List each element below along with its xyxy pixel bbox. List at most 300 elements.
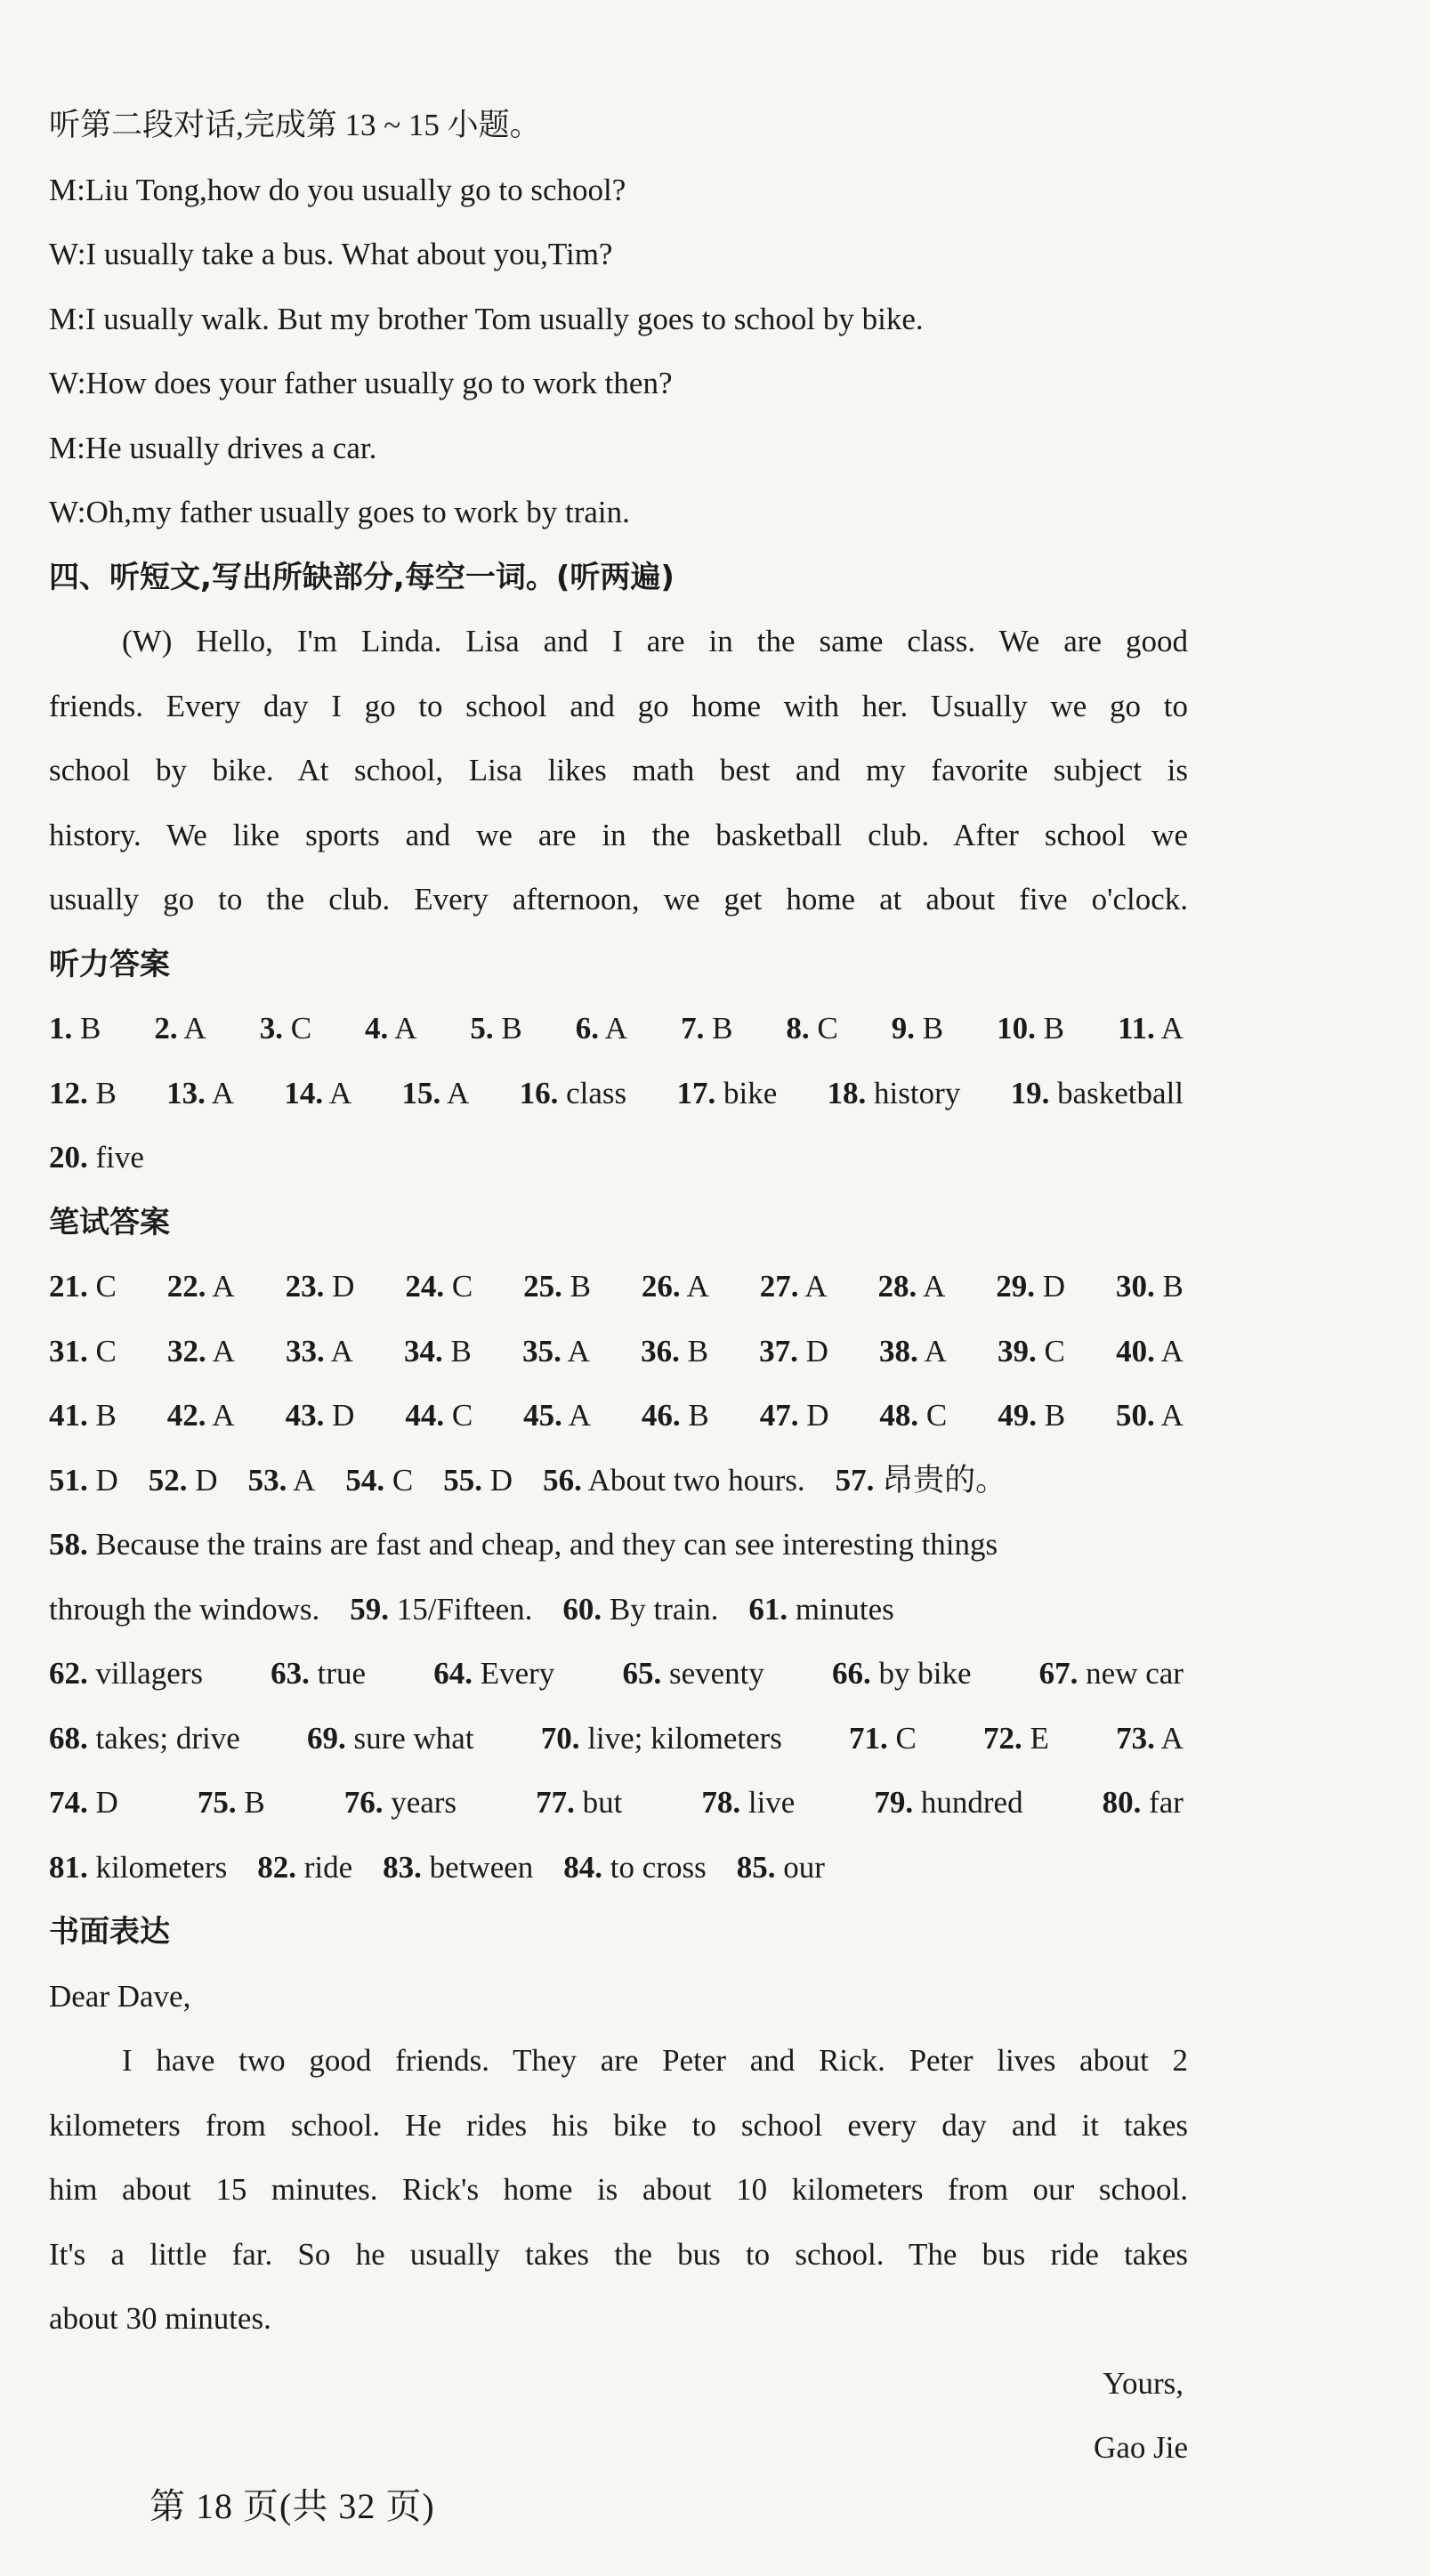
answer-number: 10. [997, 1011, 1036, 1046]
answer-number: 22. [166, 1269, 206, 1304]
passage-line: usually go to the club. Every afternoon, we get home at about five o'clock. [49, 882, 1188, 917]
answer-number: 4. [365, 1011, 389, 1046]
answer-value: far [1149, 1785, 1184, 1820]
answer-row [49, 1126, 1184, 1191]
answer-value: C [95, 1333, 117, 1369]
answer-value: our [783, 1849, 825, 1885]
answer-value: live; kilometers [587, 1720, 782, 1756]
answer-number: 46. [641, 1398, 681, 1433]
answer-number: 45. [523, 1398, 562, 1433]
answer-number: 40. [1116, 1333, 1155, 1369]
answer-value: B [1044, 1398, 1066, 1433]
answer-item [760, 1384, 829, 1449]
answer-number: 68. [49, 1720, 88, 1756]
answer-item [1039, 1642, 1184, 1707]
answer-item [892, 997, 943, 1062]
answer-number: 37. [759, 1333, 798, 1369]
answer-item [383, 1836, 533, 1901]
answer-item [345, 1449, 413, 1514]
answer-item [284, 1062, 351, 1126]
answer-value: D [332, 1398, 355, 1433]
answer-value: B [95, 1075, 117, 1110]
answer-number: 31. [49, 1333, 88, 1369]
answer-row [49, 1449, 1184, 1514]
answer-value: C [95, 1269, 117, 1304]
answer-number: 72. [983, 1720, 1022, 1756]
answer-value: A [568, 1398, 591, 1433]
answer-value: by bike [878, 1656, 972, 1691]
letter-line: kilometers from school. He rides his bike to school every day and it takes [49, 2107, 1188, 2143]
answer-value: By train. [609, 1591, 719, 1627]
answer-item [676, 1062, 777, 1126]
answer-item [522, 1320, 590, 1385]
answer-number: 34. [404, 1333, 443, 1369]
answer-item [879, 1320, 947, 1385]
answer-number: 70. [540, 1720, 580, 1756]
answer-number: 55. [443, 1462, 483, 1498]
answer-value: A [923, 1269, 946, 1304]
answer-number: 71. [849, 1720, 888, 1756]
answer-item [286, 1320, 353, 1385]
answer-value: C [817, 1011, 838, 1046]
answer-number: 20. [49, 1140, 88, 1175]
answer-number: 81. [49, 1849, 88, 1885]
answer-item [874, 1771, 1022, 1836]
answer-value: C [1044, 1333, 1065, 1369]
answer-value: B [687, 1333, 708, 1369]
answer-item [832, 1642, 972, 1707]
answer-value: true [317, 1656, 367, 1691]
answer-item [470, 997, 521, 1062]
answer-number: 19. [1010, 1075, 1050, 1110]
answer-value: D [805, 1333, 828, 1369]
answer-item [365, 997, 416, 1062]
answer-number: 56. [543, 1462, 582, 1498]
answer-item [248, 1449, 316, 1514]
answer-item [350, 1578, 532, 1643]
answer-number: 2. [154, 1011, 178, 1046]
answer-number: 41. [49, 1398, 88, 1433]
answer-value: B [244, 1785, 265, 1820]
answer-value: C [451, 1398, 473, 1433]
answer-value: A [1160, 1011, 1184, 1046]
section-intro: 听第二段对话,完成第 13 ~ 15 小题。 [49, 108, 541, 142]
answer-value: class [566, 1075, 627, 1110]
answer-value: D [95, 1785, 118, 1820]
answer-item [286, 1255, 355, 1320]
answer-row [49, 1255, 1184, 1320]
answer-value: A [394, 1011, 417, 1046]
answer-number: 15. [401, 1075, 441, 1110]
answer-number: 17. [676, 1075, 716, 1110]
answer-number: 30. [1116, 1269, 1155, 1304]
answer-item [642, 1255, 709, 1320]
answer-number: 78. [701, 1785, 741, 1820]
answer-number: 27. [759, 1269, 799, 1304]
answer-item [759, 1320, 828, 1385]
answer-number: 49. [998, 1398, 1037, 1433]
answer-value: ride [303, 1849, 353, 1885]
answer-value: sure what [353, 1720, 474, 1756]
answer-number: 75. [197, 1785, 237, 1820]
answer-number: 69. [306, 1720, 346, 1756]
answer-row [49, 1578, 1184, 1643]
answer-item [405, 1384, 473, 1449]
answer-item [1103, 1771, 1184, 1836]
answer-item [641, 1320, 708, 1385]
answer-item [520, 1062, 627, 1126]
answer-number: 35. [522, 1333, 561, 1369]
answer-value: B [1162, 1269, 1184, 1304]
part4-heading: 四、听短文,写出所缺部分,每空一词。(听两遍) [49, 559, 675, 595]
answer-item [523, 1255, 591, 1320]
answer-number: 6. [575, 1011, 599, 1046]
answer-item [998, 1384, 1065, 1449]
answer-number: 83. [383, 1849, 422, 1885]
answer-item [49, 1836, 227, 1901]
answer-value: A [567, 1333, 590, 1369]
answer-item [878, 1255, 946, 1320]
answer-number: 51. [49, 1462, 88, 1498]
answer-item [562, 1578, 718, 1643]
answer-value: About two hours. [587, 1462, 805, 1498]
answer-value: A [804, 1269, 828, 1304]
answer-number: 77. [536, 1785, 575, 1820]
answer-value: kilometers [95, 1849, 228, 1885]
answer-value: between [429, 1849, 534, 1885]
answer-item [996, 1255, 1065, 1320]
answer-number: 84. [563, 1849, 603, 1885]
answer-value: A [293, 1462, 316, 1498]
answer-row [49, 1707, 1184, 1772]
letter-closing: Yours, [1103, 2365, 1184, 2401]
answer-value: C [290, 1011, 312, 1046]
letter-line: about 30 minutes. [49, 2301, 271, 2336]
passage-line: friends. Every day I go to school and go home with her. Usually we go to [49, 688, 1188, 723]
answer-row [49, 1384, 1184, 1449]
answer-value: A [447, 1075, 470, 1110]
answer-value: A [212, 1269, 235, 1304]
answer-number: 59. [350, 1591, 390, 1627]
answer-item [49, 1126, 144, 1191]
answer-row [49, 1513, 1184, 1578]
dialogue-line: M:He usually drives a car. [49, 430, 377, 465]
answer-page [49, 93, 1188, 2481]
answer-item [879, 1384, 947, 1449]
answer-value: B [80, 1011, 101, 1046]
answer-item [166, 1062, 234, 1126]
answer-value: Because the trains are fast and cheap, and they can see interesting things [95, 1527, 998, 1562]
answer-number: 1. [49, 1011, 73, 1046]
listening-answers-heading: 听力答案 [49, 946, 170, 982]
answer-number: 8. [786, 1011, 810, 1046]
answer-value: D [489, 1462, 513, 1498]
letter-line: I have two good friends. They are Peter and Rick. Peter lives about 2 [122, 2043, 1188, 2078]
answer-value: A [212, 1333, 235, 1369]
answer-number: 23. [285, 1269, 325, 1304]
answer-number: 32. [167, 1333, 206, 1369]
passage-line: (W) Hello, I'm Linda. Lisa and I are in the same class. We are good [122, 624, 1188, 658]
answer-item [443, 1449, 513, 1514]
answer-item [849, 1707, 917, 1772]
answer-number: 11. [1117, 1011, 1155, 1046]
answer-number: 25. [523, 1269, 562, 1304]
answer-value: hundred [920, 1785, 1023, 1820]
answer-item [260, 997, 311, 1062]
answer-item [748, 1578, 893, 1643]
answer-value: C [895, 1720, 917, 1756]
answer-value: live [747, 1785, 796, 1820]
answer-number: 29. [996, 1269, 1036, 1304]
answer-item [344, 1771, 456, 1836]
answer-number: 66. [832, 1656, 871, 1691]
dialogue-line: W:How does your father usually go to work then? [49, 366, 673, 400]
answer-value: basketball [1057, 1075, 1184, 1110]
answer-item [49, 1513, 998, 1578]
answer-item [701, 1771, 795, 1836]
answer-item [49, 1707, 240, 1772]
answer-value: A [211, 1075, 235, 1110]
answer-value: D [195, 1462, 218, 1498]
answer-number: 53. [247, 1462, 287, 1498]
answer-number: 65. [622, 1656, 662, 1691]
dialogue-line: M:Liu Tong,how do you usually go to school? [49, 172, 626, 207]
answer-item [576, 997, 627, 1062]
answer-item [49, 1384, 117, 1449]
dialogue [49, 158, 1188, 545]
answer-item [271, 1642, 366, 1707]
letter-line: him about 15 minutes. Rick's home is about 10 kilometers from our school. [49, 2172, 1188, 2207]
dialogue-line: W:Oh,my father usually goes to work by train. [49, 495, 630, 529]
answer-number: 38. [879, 1333, 918, 1369]
answer-number: 7. [681, 1011, 705, 1046]
answer-number: 48. [879, 1398, 919, 1433]
answer-item [49, 1578, 319, 1643]
answer-number: 80. [1102, 1785, 1142, 1820]
answer-value: history [874, 1075, 961, 1110]
answer-value: C [925, 1398, 948, 1433]
answer-item [1116, 1707, 1184, 1772]
answer-item [1116, 1384, 1184, 1449]
answer-number: 58. [49, 1527, 88, 1562]
page-footer: 第 18 页(共 32 页) [149, 2486, 435, 2526]
answer-item [536, 1771, 622, 1836]
answer-value: B [570, 1269, 591, 1304]
answer-item [622, 1642, 763, 1707]
answer-number: 33. [286, 1333, 325, 1369]
answer-item [760, 1255, 828, 1320]
answer-item [49, 997, 101, 1062]
answer-value: C [392, 1462, 414, 1498]
answer-value: bike [723, 1075, 778, 1110]
answer-number: 24. [405, 1269, 445, 1304]
answer-number: 64. [433, 1656, 473, 1691]
answer-item [49, 1771, 118, 1836]
answer-value: D [95, 1462, 118, 1498]
answer-number: 60. [562, 1591, 602, 1627]
passage [49, 610, 1188, 933]
answer-number: 54. [345, 1462, 385, 1498]
answer-item [404, 1320, 472, 1385]
answer-item [167, 1384, 235, 1449]
answer-value: B [688, 1398, 709, 1433]
answer-item [642, 1384, 709, 1449]
answer-value: C [451, 1269, 473, 1304]
answer-number: 5. [470, 1011, 494, 1046]
answer-row [49, 1062, 1184, 1126]
dialogue-line: W:I usually take a bus. What about you,Tim? [49, 237, 613, 271]
answer-number: 61. [748, 1591, 788, 1627]
answer-row [49, 1836, 1184, 1901]
answer-number: 12. [49, 1075, 88, 1110]
answer-number: 67. [1038, 1656, 1079, 1691]
answer-value: A [1160, 1720, 1184, 1756]
answer-item [983, 1707, 1049, 1772]
answer-value: A [1160, 1398, 1184, 1433]
answer-value: A [212, 1398, 235, 1433]
answer-value: B [922, 1011, 944, 1046]
written-answers-heading: 笔试答案 [49, 1204, 170, 1240]
answer-value: B [1043, 1011, 1064, 1046]
writing-heading: 书面表达 [49, 1914, 170, 1950]
answer-value: but [582, 1785, 623, 1820]
answer-item [828, 1062, 961, 1126]
answer-number: 63. [271, 1656, 310, 1691]
answer-number: 50. [1116, 1398, 1155, 1433]
answer-item [405, 1255, 473, 1320]
answer-number: 43. [285, 1398, 325, 1433]
listening-answers [49, 997, 1188, 1191]
answer-value: E [1030, 1720, 1049, 1756]
answer-number: 9. [891, 1011, 915, 1046]
letter-salutation: Dear Dave, [49, 1978, 191, 2014]
answer-item [167, 1255, 235, 1320]
answer-number: 76. [343, 1785, 384, 1820]
answer-number: 82. [257, 1849, 296, 1885]
answer-item [49, 1642, 203, 1707]
answer-number: 62. [49, 1656, 88, 1691]
answer-number: 74. [49, 1785, 88, 1820]
answer-value: A [328, 1075, 352, 1110]
answer-number: 52. [148, 1462, 188, 1498]
answer-item [167, 1320, 235, 1385]
answer-number: 85. [736, 1849, 776, 1885]
answer-row [49, 1320, 1184, 1385]
answer-number: 57. [835, 1462, 875, 1498]
answer-item [198, 1771, 265, 1836]
answer-number: 13. [166, 1075, 206, 1110]
answer-item [49, 1449, 118, 1514]
answer-value: to cross [610, 1849, 707, 1885]
answer-value: B [501, 1011, 522, 1046]
answer-value: takes; drive [95, 1720, 240, 1756]
answer-item [1116, 1320, 1184, 1385]
answer-value: A [330, 1333, 353, 1369]
answer-item [997, 997, 1064, 1062]
answer-item [681, 997, 732, 1062]
dialogue-line: M:I usually walk. But my brother Tom usually goes to school by bike. [49, 301, 924, 336]
letter-signature: Gao Jie [1094, 2430, 1188, 2465]
passage-line: history. We like sports and we are in the basketball club. After school we [49, 817, 1188, 852]
answer-value: D [806, 1398, 829, 1433]
answer-item [286, 1384, 355, 1449]
answer-item [49, 1255, 117, 1320]
answer-value: 15/Fifteen. [396, 1591, 533, 1627]
answer-value: villagers [95, 1656, 204, 1691]
answer-value: B [450, 1333, 472, 1369]
answer-item [257, 1836, 352, 1901]
passage-line: school by bike. At school, Lisa likes math best and my favorite subject is [49, 753, 1188, 787]
answer-value: A [183, 1011, 206, 1046]
answer-value: new car [1086, 1656, 1184, 1691]
answer-number: 21. [49, 1269, 88, 1304]
answer-value: D [332, 1269, 355, 1304]
answer-item [1116, 1255, 1184, 1320]
answer-value: five [95, 1140, 144, 1175]
written-answers [49, 1255, 1188, 1900]
answer-item [1118, 997, 1184, 1062]
answer-value: Every [480, 1656, 555, 1691]
answer-item [49, 1320, 117, 1385]
answer-number: 42. [166, 1398, 206, 1433]
answer-number: 39. [998, 1333, 1037, 1369]
letter-line: It's a little far. So he usually takes the bus to school. The bus ride takes [49, 2236, 1188, 2272]
answer-value: B [712, 1011, 733, 1046]
answer-number: 36. [641, 1333, 680, 1369]
answer-value: A [924, 1333, 947, 1369]
answer-number: 44. [405, 1398, 445, 1433]
answer-value: A [604, 1011, 628, 1046]
answer-value: seventy [668, 1656, 764, 1691]
answer-number: 73. [1116, 1720, 1155, 1756]
answer-row [49, 1771, 1184, 1836]
answer-item [149, 1449, 218, 1514]
answer-item [786, 997, 837, 1062]
answer-number: 18. [827, 1075, 867, 1110]
answer-value: A [686, 1269, 709, 1304]
answer-value: A [1160, 1333, 1184, 1369]
answer-item [737, 1836, 825, 1901]
answer-number: 26. [641, 1269, 681, 1304]
answer-item [307, 1707, 474, 1772]
answer-item [543, 1449, 805, 1514]
answer-item [1011, 1062, 1184, 1126]
answer-item [401, 1062, 469, 1126]
answer-item [998, 1320, 1065, 1385]
answer-row [49, 1642, 1184, 1707]
answer-number: 47. [759, 1398, 799, 1433]
answer-value: D [1042, 1269, 1066, 1304]
answer-value: 昂贵的。 [882, 1462, 1007, 1498]
answer-item [49, 1062, 117, 1126]
answer-number: 3. [259, 1011, 283, 1046]
answer-number: 28. [877, 1269, 917, 1304]
answer-item [433, 1642, 554, 1707]
letter-body [49, 2029, 1188, 2352]
answer-item [563, 1836, 706, 1901]
answer-number: 16. [519, 1075, 559, 1110]
answer-value: through the windows. [49, 1591, 320, 1627]
answer-number: 79. [874, 1785, 914, 1820]
answer-item [541, 1707, 782, 1772]
answer-value: minutes [795, 1591, 894, 1627]
answer-item [154, 997, 206, 1062]
answer-value: years [391, 1785, 457, 1820]
answer-number: 14. [284, 1075, 324, 1110]
answer-item [523, 1384, 591, 1449]
answer-value: B [95, 1398, 117, 1433]
answer-item [836, 1449, 1007, 1514]
